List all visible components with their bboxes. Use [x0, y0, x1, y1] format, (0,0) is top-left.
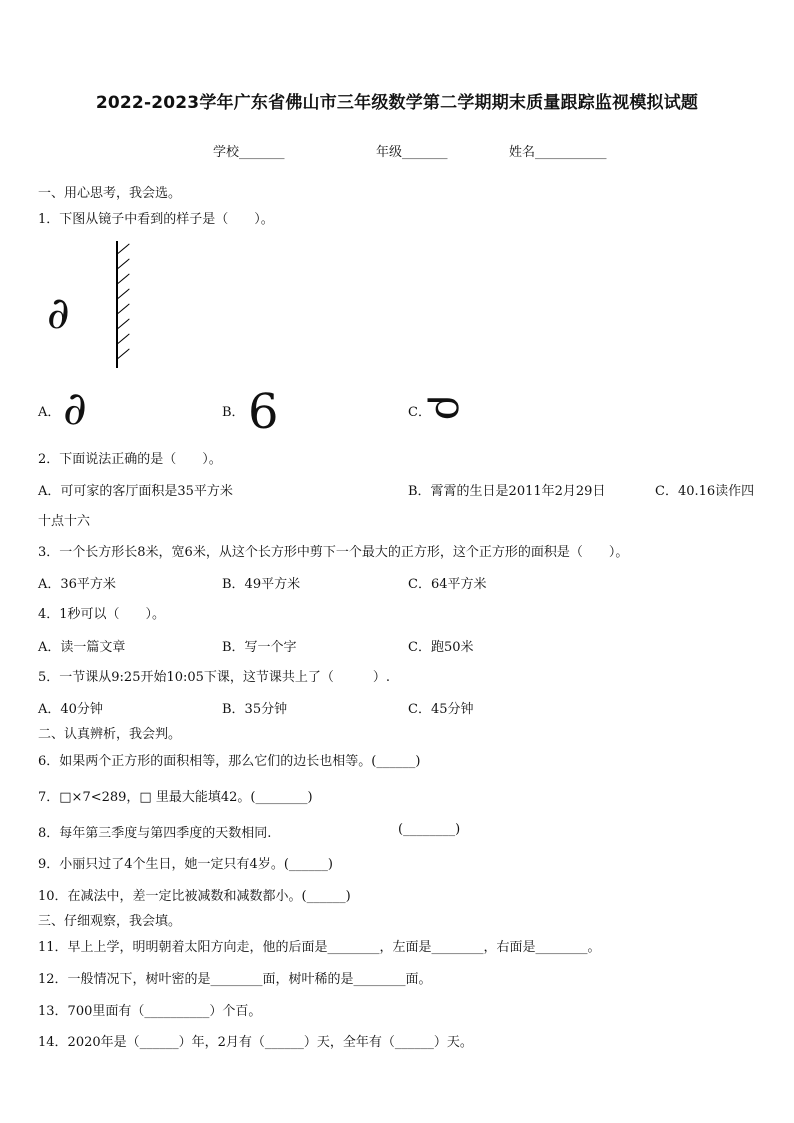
- grade-field: 年级_______: [376, 145, 448, 160]
- q4-option-c: C．跑50米: [408, 640, 474, 655]
- section-2-heading: 二、认真辨析，我会判。: [38, 727, 182, 742]
- question-7: 7．□×7<289，□ 里最大能填42。(________): [38, 790, 313, 805]
- question-8: 8．每年第三季度与第四季度的天数相同.: [38, 826, 272, 841]
- figure-symbol: ∂: [47, 288, 70, 339]
- mirror-line: [116, 241, 118, 368]
- page-title: 2022-2023学年广东省佛山市三年级数学第二学期期末质量跟踪监视模拟试题: [95, 93, 699, 113]
- question-13: 13．700里面有（__________）个百。: [38, 1004, 262, 1019]
- q2-option-c-continued: 十点十六: [38, 514, 91, 529]
- q4-option-a: A．读一篇文章: [38, 640, 126, 655]
- question-2: 2．下面说法正确的是（ ）。: [38, 452, 222, 467]
- q5-option-c: C．45分钟: [408, 702, 474, 717]
- q3-option-a: A．36平方米: [38, 577, 116, 592]
- q1-option-c-label: C．: [408, 405, 431, 420]
- question-1: 1．下图从镜子中看到的样子是（ ）。: [38, 212, 274, 227]
- q4-option-b: B．写一个字: [222, 640, 297, 655]
- q3-option-c: C．64平方米: [408, 577, 487, 592]
- question-3: 3．一个长方形长8米，宽6米，从这个长方形中剪下一个最大的正方形，这个正方形的面积是（ ）。: [38, 545, 629, 560]
- name-field: 姓名___________: [509, 145, 607, 160]
- q3-option-b: B．49平方米: [222, 577, 301, 592]
- q1-option-a-label: A．: [38, 405, 61, 420]
- q1-option-b-glyph: 6: [248, 384, 279, 440]
- q2-option-c: C．40.16读作四: [655, 484, 755, 499]
- school-field: 学校_______: [213, 145, 285, 160]
- q1-option-a-glyph: ∂: [63, 381, 87, 435]
- q2-option-a: A．可可家的客厅面积是35平方米: [38, 484, 233, 499]
- question-10: 10．在减法中，差一定比被减数和减数都小。(______): [38, 889, 351, 904]
- question-9: 9．小丽只过了4个生日，她一定只有4岁。(______): [38, 857, 333, 872]
- question-14: 14．2020年是（______）年，2月有（______）天，全年有（______）天。: [38, 1035, 473, 1050]
- question-8-blank: (________): [398, 822, 461, 837]
- q1-option-c-glyph: ρ: [426, 395, 476, 421]
- question-6: 6．如果两个正方形的面积相等，那么它们的边长也相等。(______): [38, 754, 421, 769]
- question-4: 4．1秒可以（ ）。: [38, 607, 166, 622]
- question-5: 5．一节课从9:25开始10:05下课，这节课共上了（ ）.: [38, 670, 391, 685]
- q5-option-b: B．35分钟: [222, 702, 288, 717]
- q5-option-a: A．40分钟: [38, 702, 103, 717]
- section-1-heading: 一、用心思考，我会选。: [38, 186, 182, 201]
- question-12: 12．一般情况下，树叶密的是________面，树叶稀的是________面。: [38, 972, 432, 987]
- question-11: 11．早上上学，明明朝着太阳方向走，他的后面是________，左面是________，右面是________。: [38, 940, 601, 955]
- section-3-heading: 三、仔细观察，我会填。: [38, 914, 182, 929]
- q2-option-b: B．霄霄的生日是2011年2月29日: [408, 484, 606, 499]
- q1-option-b-label: B．: [222, 405, 245, 420]
